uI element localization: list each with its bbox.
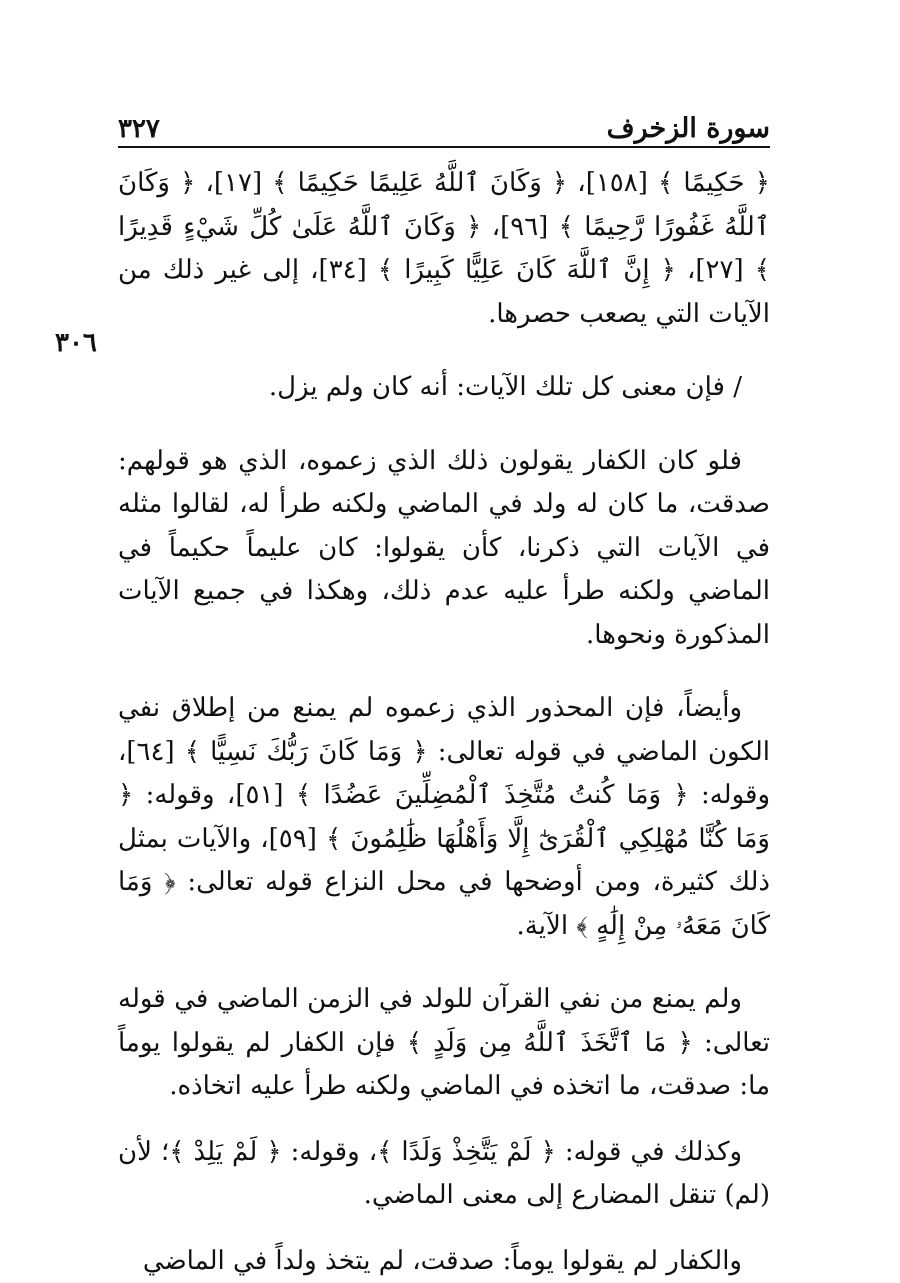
paragraph-kuffar-claim: فلو كان الكفار يقولون ذلك الذي زعموه، الذي هو قولهم: صدقت، ما كان له ولد في الماضي ولكنه طرأ له، لقالوا مثله في الآيات التي ذكرنا، كأن يقولوا: كان عليماً حكيماً في الماضي ولكنه طرأ عليه عدم ذلك، وهكذا في جميع الآيات المذكورة ونحوها. xyxy=(118,440,770,658)
paragraph-final: والكفار لم يقولوا يوماً: صدقت، لم يتخذ ولداً في الماضي xyxy=(118,1240,770,1283)
sura-title: سورة الزخرف xyxy=(607,113,770,144)
header-rule xyxy=(118,146,770,148)
margin-page-reference: ٣٠٦ xyxy=(55,328,97,358)
paragraph-verses-list: ﴿ حَكِيمًا ﴾ [١٥٨]، ﴿ وَكَانَ ٱللَّهُ عَلِيمًا حَكِيمًا ﴾ [١٧]، ﴿ وَكَانَ ٱللَّهُ غَفُورًا رَّحِيمًا ﴾ [٩٦]، ﴿ وَكَانَ ٱللَّهُ عَلَىٰ كُلِّ شَيْءٍ قَدِيرًا ﴾ [٢٧]، ﴿ إِنَّ ٱللَّهَ كَانَ عَلِيًّا كَبِيرًا ﴾ [٣٤]، إلى غير ذلك من الآيات التي يصعب حصرها. xyxy=(118,162,770,336)
paragraph-lam: وكذلك في قوله: ﴿ لَمْ يَتَّخِذْ وَلَدًا ﴾، وقوله: ﴿ لَمْ يَلِدْ ﴾؛ لأن (لم) تنقل المضارع إلى معنى الماضي. xyxy=(118,1131,770,1218)
page-header xyxy=(118,108,770,144)
paragraph-no-son: ولم يمنع من نفي القرآن للولد في الزمن الماضي في قوله تعالى: ﴿ مَا ٱتَّخَذَ ٱللَّهُ مِن وَلَدٍ ﴾ فإن الكفار لم يقولوا يوماً ما: صدقت، ما اتخذه في الماضي ولكنه طرأ عليه اتخاذه. xyxy=(118,978,770,1109)
paragraph-meaning: / فإن معنى كل تلك الآيات: أنه كان ولم يزل. xyxy=(118,366,770,410)
page-number: ٣٢٧ xyxy=(118,114,160,144)
page-body xyxy=(118,162,770,1283)
paragraph-also: وأيضاً، فإن المحذور الذي زعموه لم يمنع من إطلاق نفي الكون الماضي في قوله تعالى: ﴿ وَمَا كَانَ رَبُّكَ نَسِيًّا ﴾ [٦٤]، وقوله: ﴿ وَمَا كُنتُ مُتَّخِذَ ٱلْمُضِلِّينَ عَضُدًا ﴾ [٥١]، وقوله: ﴿ وَمَا كُنَّا مُهْلِكِي ٱلْقُرَىٰٓ إِلَّا وَأَهْلُهَا ظَٰلِمُونَ ﴾ [٥٩]، والآيات بمثل ذلك كثيرة، ومن أوضحها في محل النزاع قوله تعالى: ﴿ وَمَا كَانَ مَعَهُۥ مِنْ إِلَٰهٍ ﴾ الآية. xyxy=(118,687,770,948)
